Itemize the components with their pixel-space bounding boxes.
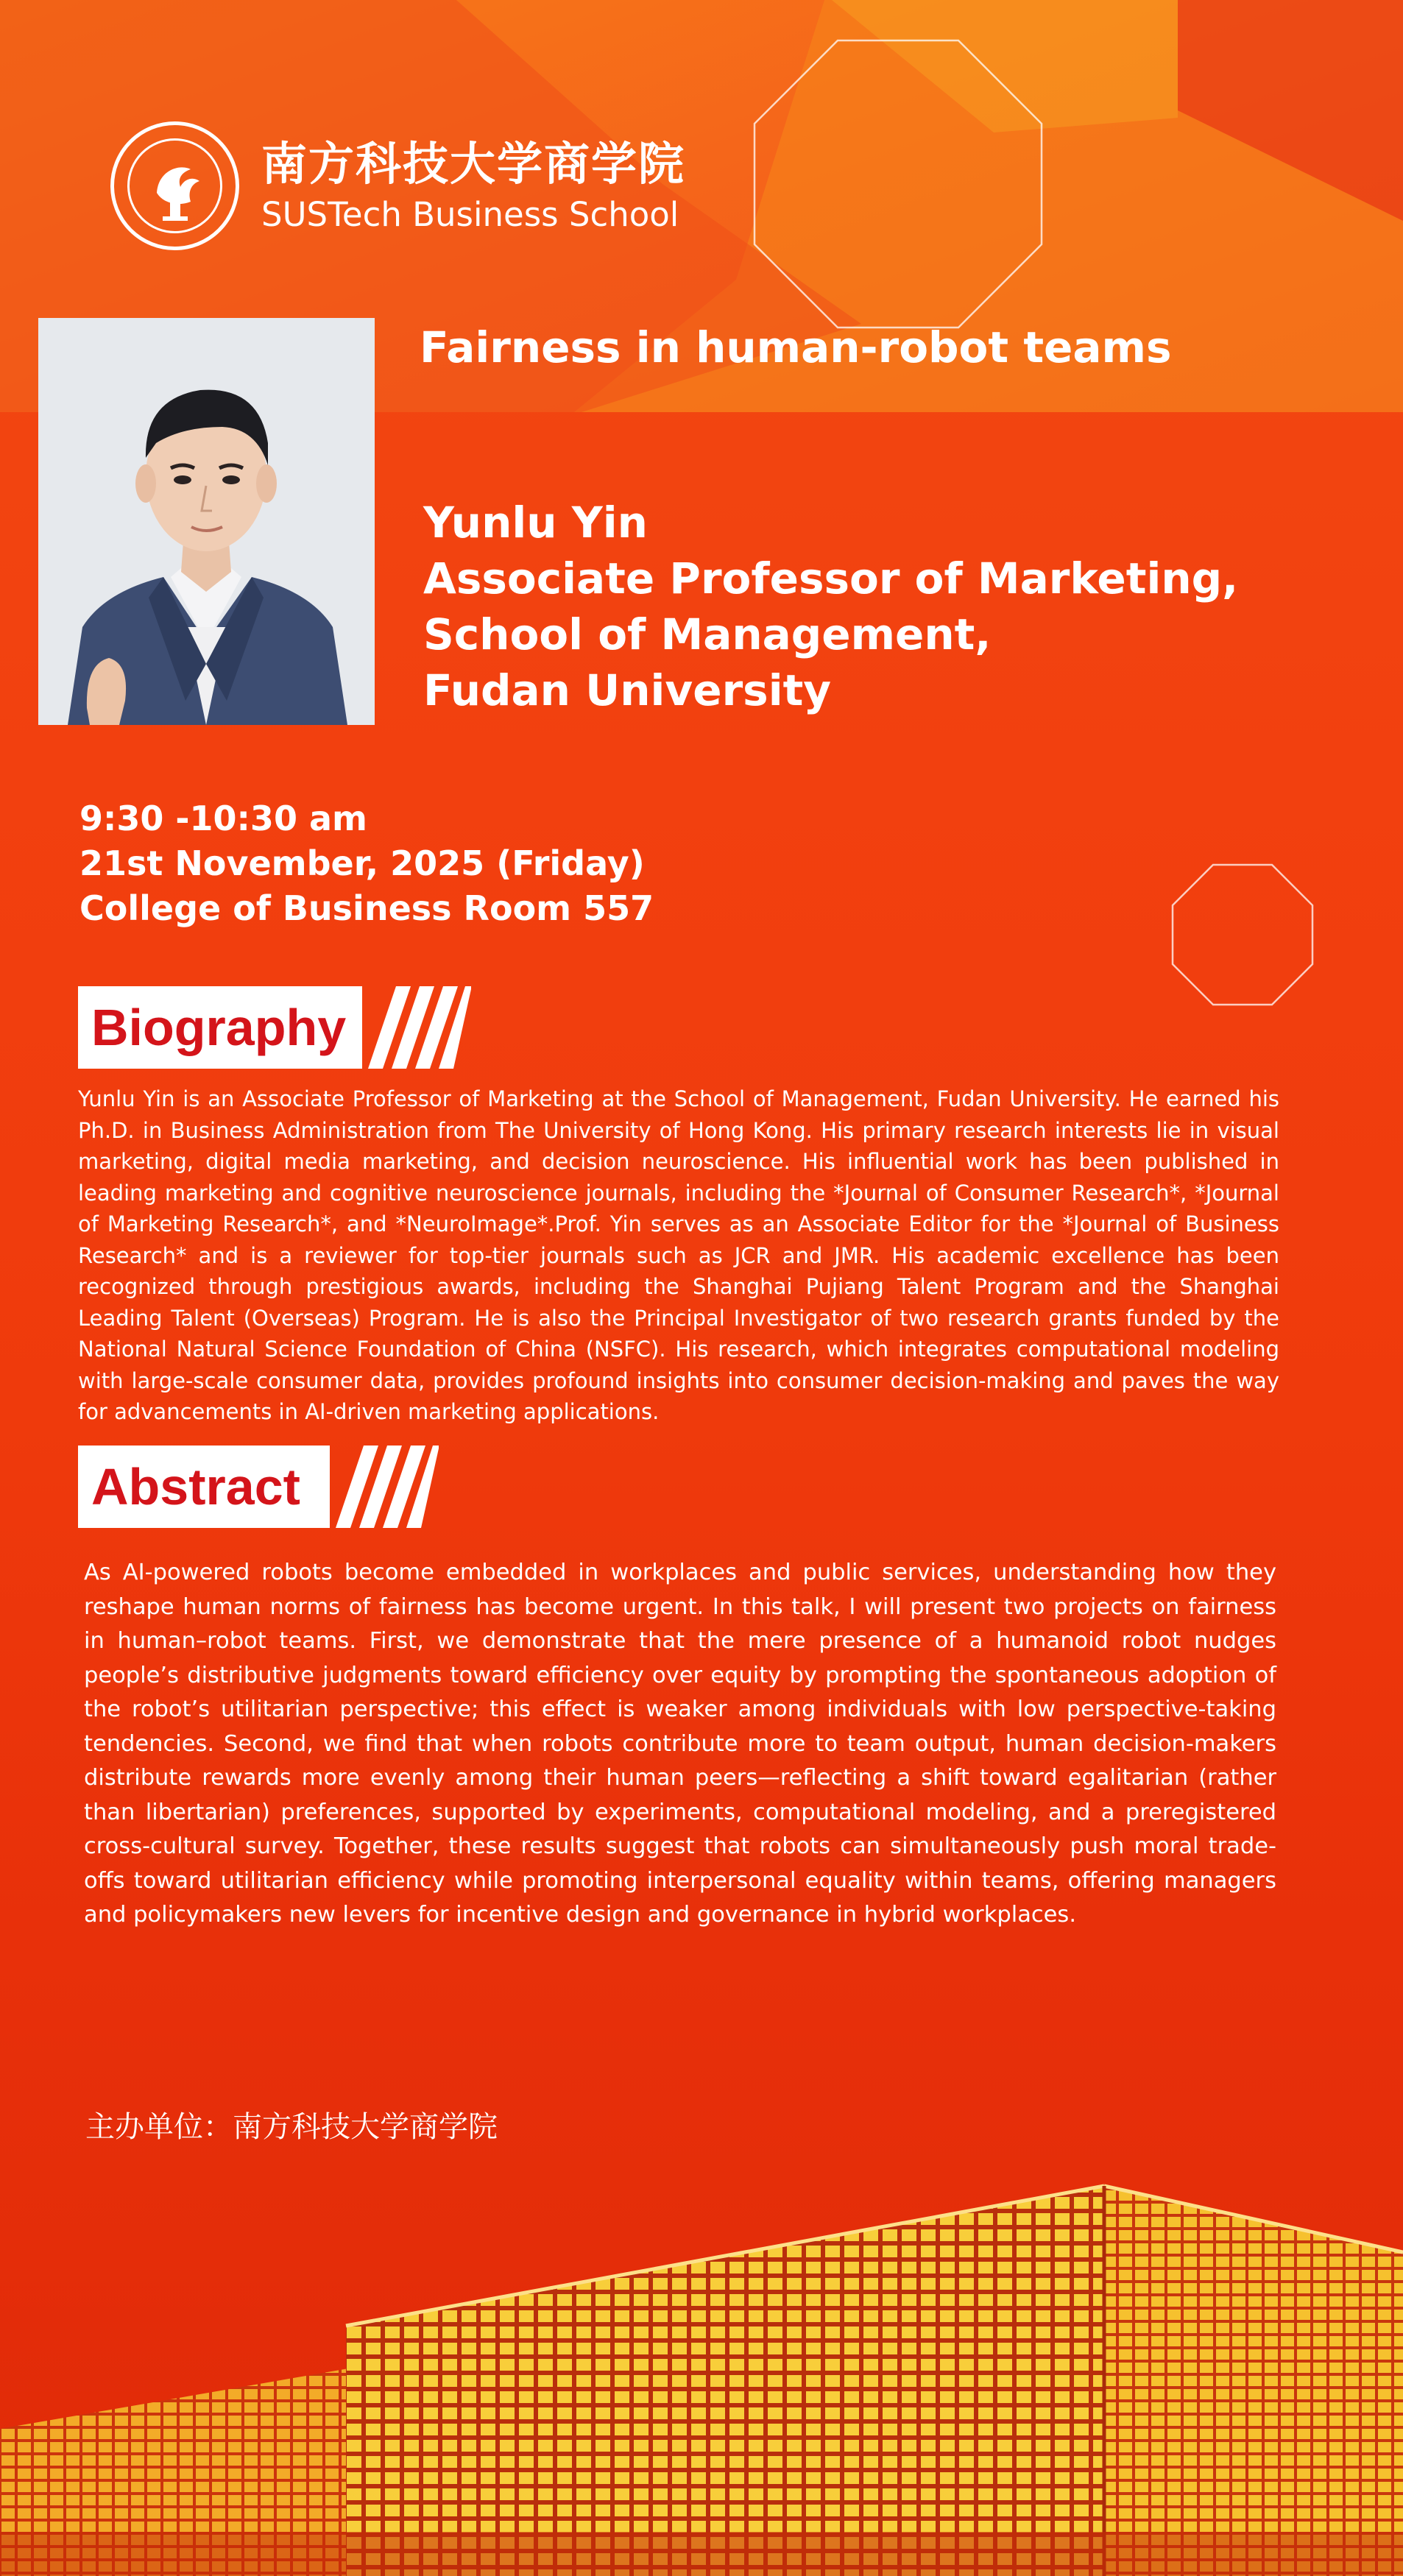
talk-title: Fairness in human-robot teams xyxy=(420,322,1172,372)
speaker-university: Fudan University xyxy=(423,665,832,715)
biography-banner xyxy=(78,986,471,1069)
school-name-english: SUSTech Business School xyxy=(261,194,679,234)
biography-text: Yunlu Yin is an Associate Professor of Marketing at the School of Management, Fudan University. He earned his Ph.D. in Business Administration from The University of Hong Kong. His primary research interests lie in visual marketing, digital media marketing, and decision neuroscience. His influential work has been published in leading marketing and cognitive neuroscience journals, including the *Journal of Consumer Research*, *Journal of Marketing Research*, and *NeuroImage*.Prof. Yin serves as an Associate Editor for the *Journal of Business Research* and is a reviewer for top-tier journals such as JCR and JMR. His academic excellence has been recognized through prestigious awards, including the Shanghai Pujiang Talent Program and the Shanghai Leading Talent (Overseas) Program. He is also the Principal Investigator of two research grants funded by the National Natural Science Foundation of China (NSFC). His research, which integrates computational modeling with large-scale consumer data, provides profound insights into consumer decision-making and paves the way for advancements in AI-driven marketing applications. xyxy=(78,1086,1279,1424)
biography-heading: Biography xyxy=(78,986,362,1069)
event-details xyxy=(79,796,654,931)
speaker-info xyxy=(423,495,1238,718)
school-name-chinese: 南方科技大学商学院 xyxy=(261,136,686,191)
stripes-icon xyxy=(368,986,471,1069)
speaker-photo xyxy=(38,318,375,725)
organizer-label: 主办单位：南方科技大学商学院 xyxy=(85,2110,498,2144)
speaker-position: Associate Professor of Marketing, xyxy=(423,553,1239,604)
abstract-heading: Abstract xyxy=(78,1446,330,1528)
event-date: 21st November, 2025 (Friday) xyxy=(79,843,645,883)
abstract-banner xyxy=(78,1446,439,1528)
stripes-icon xyxy=(336,1446,439,1528)
abstract-text: As AI-powered robots become embedded in workplaces and public services, understanding how they reshape human norms of fairness has become urgent. In this talk, I will present two projects on fairness in human–robot teams. First, we demonstrate that the mere presence of a humanoid robot nudges people’s distributive judgments toward efficiency over equity by prompting the spontaneous adoption of the robot’s utilitarian perspective; this effect is weaker among individuals with low perspective-taking tendencies. Second, we find that when robots contribute more to team output, human decision-makers distribute rewards more evenly among their human peers—reflecting a shift toward egalitarian (rather than libertarian) preferences, supported by experiments, computational modeling, and a preregistered cross-cultural survey. Together, these results suggest that robots can simultaneously push moral trade-offs toward utilitarian efficiency while promoting interpersonal equality within teams, offering managers and policymakers new levers for incentive design and governance in hybrid workplaces. xyxy=(84,1560,1276,1928)
event-location: College of Business Room 557 xyxy=(79,888,654,928)
school-logo xyxy=(110,121,685,250)
speaker-name: Yunlu Yin xyxy=(423,498,648,548)
university-seal-icon xyxy=(110,121,239,250)
business-school-building-illustration xyxy=(0,2017,1403,2576)
octagon-outline-large xyxy=(751,37,1045,331)
event-time: 9:30 -10:30 am xyxy=(79,799,367,838)
speaker-department: School of Management, xyxy=(423,609,992,659)
octagon-outline-small xyxy=(1170,863,1315,1007)
